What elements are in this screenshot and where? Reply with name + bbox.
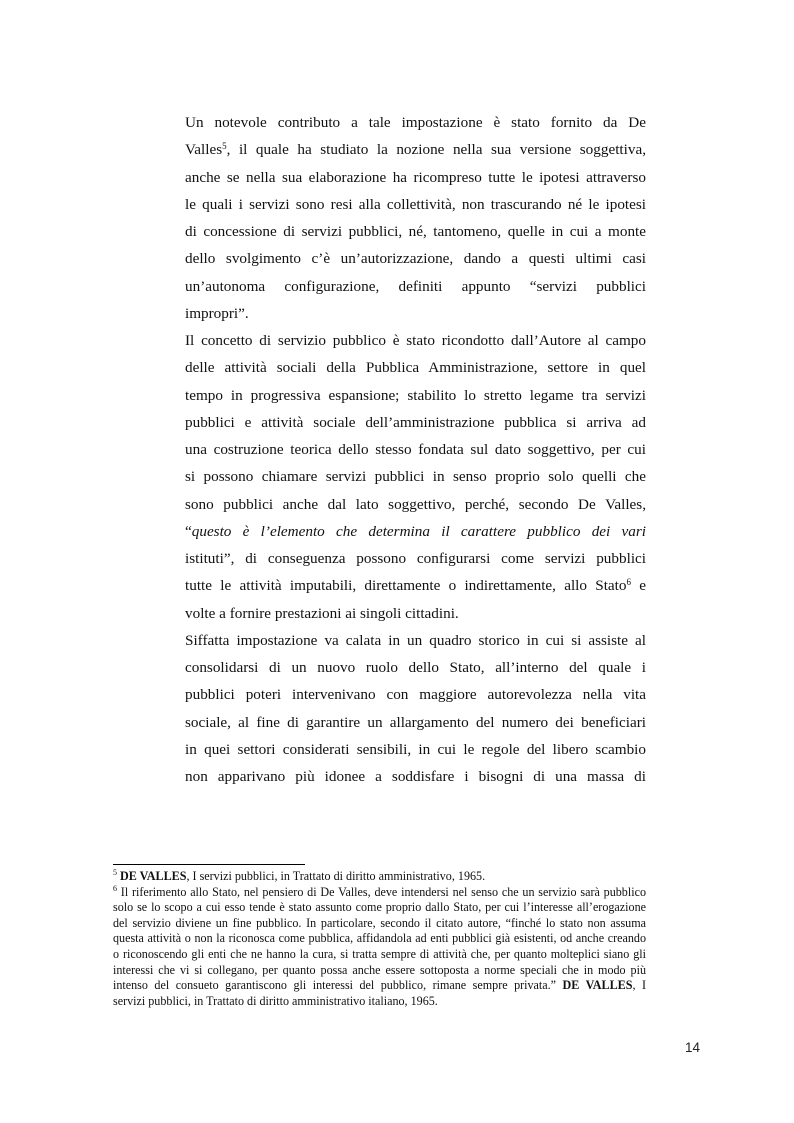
footnote-6-line: interessi che vi si collegano, per quanto possa anche essere sottoposta a norme speciali che in modo più: [113, 962, 646, 977]
text-line: istituti”, di conseguenza possono configurarsi come servizi pubblici: [185, 550, 646, 567]
footnote-text: , I: [632, 978, 646, 993]
footnote-text: intenso del consueto garantiscono gli interessi del pubblico, rimane sempre privata.”: [113, 978, 563, 993]
text-line: in quei settori considerati sensibili, in cui le regole del libero scambio: [185, 740, 646, 758]
text-line: dello svolgimento c’è un’autorizzazione, dando a questi ultimi casi: [185, 250, 646, 268]
footnote-author: DE VALLES: [120, 869, 187, 883]
footnote-mark: 6: [113, 883, 117, 893]
text-line: non apparivano più idonee a soddisfare i bisogni di una massa di: [185, 768, 646, 785]
footnote-6-line: del servizio diviene un fine pubblico. In particolare, secondo il citato autore, “finché lo stato non assuma: [113, 915, 646, 930]
footnote-6-line: solo se lo scopo a cui esso tende è stato assunto come proprio dallo Stato, per cui l’interesse all’erogazione: [113, 900, 646, 915]
text-line: delle attività sociali della Pubblica Amministrazione, settore in quel: [185, 359, 646, 377]
text-line: un’autonoma configurazione, definiti appunto “servizi pubblici: [185, 277, 646, 295]
text-line: di concessione di servizi pubblici, né, tantomeno, quelle in cui a monte: [185, 223, 646, 240]
main-text: [185, 109, 646, 790]
text-line: sociale, al fine di garantire un allargamento del numero dei beneficiari: [185, 713, 646, 731]
text-fragment: tutte le attività imputabili, direttamente o indirettamente, allo Stato: [185, 577, 627, 595]
footnote-6-line: questa attività o non la riconosca come pubblica, affidandola ad enti pubblici già esistenti, od anche creando: [113, 931, 646, 946]
text-line: [185, 572, 646, 599]
text-line: pubblici poteri intervenivano con maggiore autorevolezza nella vita: [185, 686, 646, 704]
text-line: le quali i servizi sono resi alla collettività, non trascurando né le ipotesi: [185, 195, 646, 213]
footnote-separator: [113, 864, 305, 865]
text-line: si possono chiamare servizi pubblici in senso proprio solo quelli che: [185, 468, 646, 486]
text-line: Siffatta impostazione va calata in un quadro storico in cui si assiste al: [185, 631, 646, 649]
page-number: 14: [684, 1040, 700, 1055]
footnote-ref-5[interactable]: 5: [222, 141, 227, 152]
text-line: volte a fornire prestazioni ai singoli cittadini.: [185, 604, 459, 622]
footnote-6-line: [113, 978, 646, 994]
text-fragment: , il quale ha studiato la nozione nella sua versione soggettiva,: [226, 141, 646, 159]
text-line: sono pubblici anche dal lato soggettivo, perché, secondo De Valles,: [185, 495, 646, 513]
footnote-5: [113, 869, 646, 885]
text-line: Il concetto di servizio pubblico è stato ricondotto dall’Autore al campo: [185, 332, 646, 349]
text-line: impropri”.: [185, 304, 249, 322]
text-fragment: Valles: [185, 141, 223, 159]
text-line: anche se nella sua elaborazione ha ricompreso tutte le ipotesi attraverso: [185, 168, 646, 186]
footnote-text: , I servizi pubblici, in Trattato di diritto amministrativo, 1965.: [186, 869, 486, 883]
footnote-mark: 5: [113, 867, 117, 877]
text-line: [185, 136, 646, 163]
text-line: pubblici e attività sociale dell’amministrazione pubblica si arriva ad: [185, 413, 646, 431]
text-line: consolidarsi di un nuovo ruolo dello Stato, all’interno del quale i: [185, 659, 646, 676]
footnote-author: DE VALLES: [562, 978, 633, 993]
footnotes: [113, 869, 646, 1009]
footnote-ref-6[interactable]: 6: [626, 577, 631, 588]
text-fragment: “: [185, 522, 192, 540]
italic-quote: questo è l’elemento che determina il carattere pubblico dei vari: [191, 522, 646, 540]
text-line: tempo in progressiva espansione; stabilito lo stretto legame tra servizi: [185, 386, 646, 404]
footnote-6-line: servizi pubblici, in Trattato di diritto amministrativo italiano, 1965.: [113, 993, 438, 1008]
footnote-6-line: [113, 885, 646, 901]
text-line: Un notevole contributo a tale impostazione è stato fornito da De: [185, 114, 646, 131]
footnote-6-line: o riconoscendo gli enti che ne hanno la cura, si tratta sempre di attività che, per quanto molteplici siano gli: [113, 946, 646, 961]
text-line: [185, 518, 646, 545]
text-line: una costruzione teorica dello stesso fondata sul dato soggettivo, per cui: [185, 441, 646, 458]
text-fragment: e: [630, 577, 646, 595]
footnote-text: Il riferimento allo Stato, nel pensiero di De Valles, deve intendersi nel senso che un servizio sarà pubblico: [117, 884, 646, 899]
